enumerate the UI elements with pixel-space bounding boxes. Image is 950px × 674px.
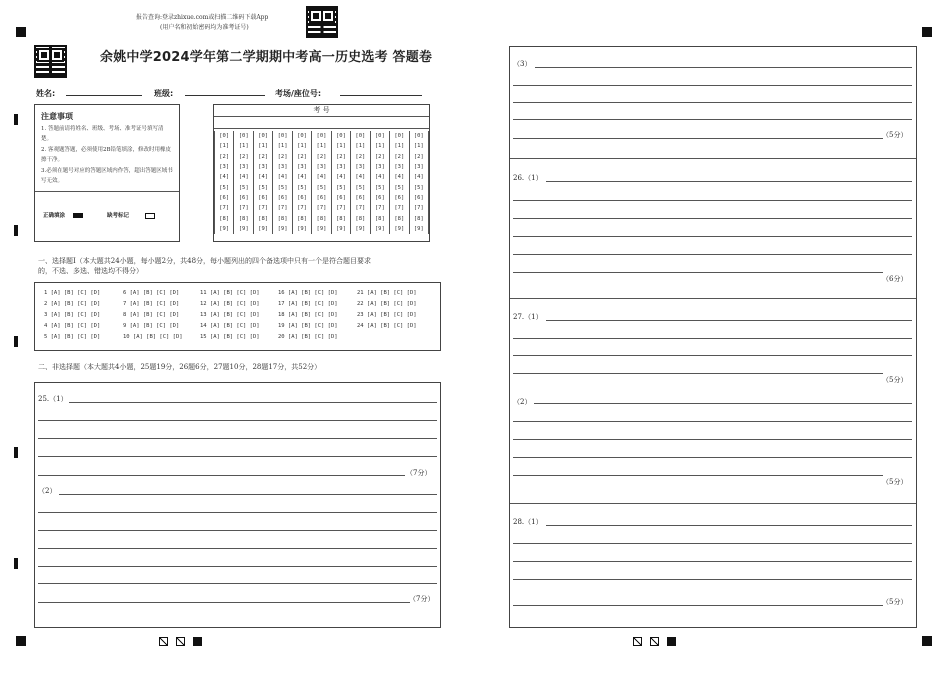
correct-fill-legend bbox=[43, 211, 83, 219]
answer-line[interactable] bbox=[535, 67, 912, 68]
mc-answer-box bbox=[34, 282, 441, 351]
absent-mark-label: 缺考标记 bbox=[107, 213, 130, 219]
exam-id-bubble[interactable]: [2] bbox=[351, 152, 370, 162]
exam-id-bubble[interactable]: [5] bbox=[390, 182, 409, 192]
exam-id-bubble[interactable]: [0] bbox=[312, 131, 331, 141]
mc-question-5[interactable]: 5 [A] [B] [C] [D] bbox=[44, 334, 101, 340]
mc-question-3[interactable]: 3 [A] [B] [C] [D] bbox=[44, 312, 101, 318]
answer-line[interactable] bbox=[38, 438, 437, 439]
exam-id-bubble[interactable]: [6] bbox=[253, 193, 272, 203]
exam-id-divider bbox=[214, 116, 429, 117]
exam-id-bubble[interactable]: [8] bbox=[370, 213, 389, 223]
exam-id-bubble[interactable]: [2] bbox=[292, 152, 311, 162]
exam-id-header: 考 号 bbox=[313, 106, 330, 114]
absent-checkbox[interactable] bbox=[145, 213, 155, 219]
q25-1-label: 25.（1） bbox=[38, 395, 68, 403]
mc-question-11[interactable]: 11 [A] [B] [C] [D] bbox=[200, 290, 260, 296]
answer-line[interactable] bbox=[546, 525, 912, 526]
exam-id-bubble[interactable]: [2] bbox=[253, 152, 272, 162]
exam-id-bubble[interactable]: [8] bbox=[253, 213, 272, 223]
answer-line[interactable] bbox=[513, 373, 883, 374]
q27-2-score: （5分） bbox=[882, 478, 908, 486]
mc-question-9[interactable]: 9 [A] [B] [C] [D] bbox=[123, 323, 180, 329]
answer-line[interactable] bbox=[513, 605, 883, 606]
q26-label: 26.（1） bbox=[513, 174, 543, 182]
side-marker bbox=[14, 447, 18, 458]
exam-id-bubble[interactable]: [5] bbox=[215, 182, 234, 192]
q28-label: 28.（1） bbox=[513, 518, 543, 526]
exam-id-bubble[interactable]: [6] bbox=[234, 193, 253, 203]
exam-id-bubble[interactable]: [3] bbox=[351, 162, 370, 172]
answer-line[interactable] bbox=[513, 138, 883, 139]
q25-2-label: （2） bbox=[38, 487, 57, 495]
exam-id-bubble[interactable]: [9] bbox=[292, 224, 311, 234]
exam-id-bubble[interactable]: [7] bbox=[390, 203, 409, 213]
answer-line[interactable] bbox=[513, 355, 912, 356]
exam-id-bubble[interactable]: [0] bbox=[292, 131, 311, 141]
corner-marker-br bbox=[922, 636, 932, 646]
answer-line[interactable] bbox=[59, 494, 437, 495]
mc-question-17[interactable]: 17 [A] [B] [C] [D] bbox=[278, 301, 338, 307]
q27-1-score: （5分） bbox=[882, 376, 908, 384]
answer-line[interactable] bbox=[513, 85, 912, 86]
exam-id-bubble[interactable]: [8] bbox=[292, 213, 311, 223]
exam-id-bubble[interactable]: [1] bbox=[409, 141, 428, 151]
exam-id-bubble[interactable]: [1] bbox=[351, 141, 370, 151]
exam-id-bubble[interactable]: [4] bbox=[370, 172, 389, 182]
right-answer-panel bbox=[509, 46, 917, 628]
section-divider bbox=[510, 298, 916, 299]
exam-id-bubble[interactable]: [5] bbox=[409, 182, 428, 192]
exam-id-bubble[interactable]: [9] bbox=[331, 224, 350, 234]
section2-title: 二、非选择题（本大题共4小题，25题19分，26题6分，27题10分，28题17分，共52分） bbox=[38, 363, 322, 371]
exam-id-bubble[interactable]: [2] bbox=[273, 152, 292, 162]
exam-id-bubble[interactable]: [4] bbox=[312, 172, 331, 182]
exam-id-bubble[interactable]: [1] bbox=[390, 141, 409, 151]
exam-id-bubble[interactable]: [0] bbox=[409, 131, 428, 141]
exam-id-bubble[interactable]: [9] bbox=[351, 224, 370, 234]
q28-score: （5分） bbox=[882, 598, 908, 606]
exam-id-bubble[interactable]: [7] bbox=[409, 203, 428, 213]
exam-id-bubble[interactable]: [8] bbox=[409, 213, 428, 223]
exam-id-bubble[interactable]: [0] bbox=[390, 131, 409, 141]
exam-id-bubble[interactable]: [5] bbox=[234, 182, 253, 192]
answer-line[interactable] bbox=[38, 456, 437, 457]
answer-line[interactable] bbox=[38, 566, 437, 567]
exam-id-bubble[interactable]: [6] bbox=[370, 193, 389, 203]
answer-line[interactable] bbox=[513, 254, 912, 255]
report-line-2: (用户名和初始密码均为准考证号) bbox=[160, 24, 249, 31]
exam-id-bubble[interactable]: [3] bbox=[234, 162, 253, 172]
exam-id-bubble[interactable]: [3] bbox=[215, 162, 234, 172]
exam-id-bubble[interactable]: [9] bbox=[409, 224, 428, 234]
name-label: 姓名: bbox=[36, 89, 56, 98]
exam-id-bubble[interactable]: [2] bbox=[312, 152, 331, 162]
exam-id-bubble[interactable]: [5] bbox=[370, 182, 389, 192]
exam-id-bubble[interactable]: [9] bbox=[370, 224, 389, 234]
mc-question-7[interactable]: 7 [A] [B] [C] [D] bbox=[123, 301, 180, 307]
exam-id-bubble[interactable]: [2] bbox=[409, 152, 428, 162]
report-line-1: 报告查询:登录zhixue.com或扫描二维码下载App bbox=[136, 14, 269, 21]
exam-id-bubble[interactable]: [2] bbox=[331, 152, 350, 162]
page-mark-icon bbox=[193, 637, 202, 646]
exam-id-bubble[interactable]: [1] bbox=[370, 141, 389, 151]
exam-id-bubble[interactable]: [4] bbox=[390, 172, 409, 182]
exam-id-bubble[interactable]: [7] bbox=[215, 203, 234, 213]
exam-id-grid[interactable] bbox=[213, 104, 430, 242]
q25-score-b: （7分） bbox=[409, 595, 435, 603]
class-field[interactable] bbox=[185, 95, 265, 96]
answer-line[interactable] bbox=[513, 475, 883, 476]
mc-question-12[interactable]: 12 [A] [B] [C] [D] bbox=[200, 301, 260, 307]
mc-question-22[interactable]: 22 [A] [B] [C] [D] bbox=[357, 301, 417, 307]
side-marker bbox=[14, 114, 18, 125]
exam-id-bubble[interactable]: [4] bbox=[253, 172, 272, 182]
exam-id-bubble[interactable]: [5] bbox=[273, 182, 292, 192]
answer-line[interactable] bbox=[513, 421, 912, 422]
page-mark-icon bbox=[650, 637, 659, 646]
exam-id-divider bbox=[214, 128, 429, 129]
exam-id-bubble[interactable]: [6] bbox=[390, 193, 409, 203]
exam-id-bubble[interactable]: [2] bbox=[370, 152, 389, 162]
notice-heading: 注意事项 bbox=[41, 112, 73, 121]
exam-id-bubble[interactable]: [7] bbox=[351, 203, 370, 213]
exam-id-bubble[interactable]: [7] bbox=[234, 203, 253, 213]
page-mark-icon bbox=[633, 637, 642, 646]
exam-id-bubble[interactable]: [6] bbox=[292, 193, 311, 203]
answer-line[interactable] bbox=[513, 579, 912, 580]
exam-id-bubble[interactable]: [4] bbox=[234, 172, 253, 182]
exam-id-bubble[interactable]: [4] bbox=[331, 172, 350, 182]
exam-id-bubble[interactable]: [3] bbox=[409, 162, 428, 172]
exam-id-bubble[interactable]: [3] bbox=[370, 162, 389, 172]
corner-marker-bl bbox=[16, 636, 26, 646]
exam-id-bubble[interactable]: [0] bbox=[370, 131, 389, 141]
notice-divider bbox=[35, 191, 179, 192]
exam-id-bubble[interactable]: [8] bbox=[215, 213, 234, 223]
exam-id-bubble[interactable]: [6] bbox=[331, 193, 350, 203]
exam-id-bubble[interactable]: [0] bbox=[253, 131, 272, 141]
mc-question-4[interactable]: 4 [A] [B] [C] [D] bbox=[44, 323, 101, 329]
mc-question-10[interactable]: 10 [A] [B] [C] [D] bbox=[123, 334, 183, 340]
section-divider bbox=[510, 158, 916, 159]
exam-id-bubble[interactable]: [6] bbox=[312, 193, 331, 203]
exam-id-bubble[interactable]: [6] bbox=[215, 193, 234, 203]
answer-line[interactable] bbox=[38, 420, 437, 421]
mc-question-21[interactable]: 21 [A] [B] [C] [D] bbox=[357, 290, 417, 296]
q25-3-score: （5分） bbox=[882, 131, 908, 139]
answer-line[interactable] bbox=[38, 530, 437, 531]
exam-id-bubble[interactable]: [0] bbox=[234, 131, 253, 141]
mc-question-20[interactable]: 20 [A] [B] [C] [D] bbox=[278, 334, 338, 340]
exam-id-bubble[interactable]: [3] bbox=[253, 162, 272, 172]
answer-line[interactable] bbox=[513, 119, 912, 120]
mc-question-24[interactable]: 24 [A] [B] [C] [D] bbox=[357, 323, 417, 329]
correct-fill-label: 正确填涂 bbox=[43, 213, 66, 219]
answer-line[interactable] bbox=[513, 561, 912, 562]
seat-label: 考场/座位号: bbox=[275, 89, 322, 98]
exam-id-bubble[interactable]: [1] bbox=[292, 141, 311, 151]
filled-bubble-icon bbox=[73, 213, 83, 218]
side-marker bbox=[14, 225, 18, 236]
exam-id-bubble[interactable]: [7] bbox=[292, 203, 311, 213]
q25-score-a: （7分） bbox=[406, 469, 432, 477]
exam-id-bubble[interactable]: [9] bbox=[273, 224, 292, 234]
exam-id-bubble[interactable]: [4] bbox=[292, 172, 311, 182]
answer-line[interactable] bbox=[513, 236, 912, 237]
exam-id-bubble[interactable]: [9] bbox=[215, 224, 234, 234]
exam-id-bubble[interactable]: [6] bbox=[351, 193, 370, 203]
exam-id-bubble[interactable]: [4] bbox=[409, 172, 428, 182]
notice-box bbox=[34, 104, 180, 242]
q25-3-label: （3） bbox=[513, 60, 532, 68]
notice-item-2: 2. 客观题答题，必须使用2B铅笔填涂，修改时用橡皮擦干净。 bbox=[41, 147, 172, 163]
exam-id-bubble[interactable]: [1] bbox=[253, 141, 272, 151]
exam-id-bubble[interactable]: [1] bbox=[215, 141, 234, 151]
exam-id-bubble[interactable]: [6] bbox=[409, 193, 428, 203]
mc-question-16[interactable]: 16 [A] [B] [C] [D] bbox=[278, 290, 338, 296]
mc-question-2[interactable]: 2 [A] [B] [C] [D] bbox=[44, 301, 101, 307]
answer-line[interactable] bbox=[513, 272, 883, 273]
answer-line[interactable] bbox=[38, 475, 405, 476]
answer-line[interactable] bbox=[513, 543, 912, 544]
exam-id-bubble[interactable]: [9] bbox=[390, 224, 409, 234]
answer-line[interactable] bbox=[38, 548, 437, 549]
mc-question-15[interactable]: 15 [A] [B] [C] [D] bbox=[200, 334, 260, 340]
exam-id-bubble[interactable]: [5] bbox=[312, 182, 331, 192]
exam-id-bubble[interactable]: [5] bbox=[351, 182, 370, 192]
exam-id-bubble[interactable]: [9] bbox=[234, 224, 253, 234]
exam-id-bubble[interactable]: [7] bbox=[312, 203, 331, 213]
exam-id-bubble[interactable]: [1] bbox=[273, 141, 292, 151]
q27-2-label: （2） bbox=[513, 398, 532, 406]
q27-1-label: 27.（1） bbox=[513, 313, 543, 321]
exam-id-bubble[interactable]: [7] bbox=[273, 203, 292, 213]
mc-question-23[interactable]: 23 [A] [B] [C] [D] bbox=[357, 312, 417, 318]
mc-question-19[interactable]: 19 [A] [B] [C] [D] bbox=[278, 323, 338, 329]
q25-answer-box bbox=[34, 382, 441, 628]
exam-id-bubble[interactable]: [4] bbox=[215, 172, 234, 182]
exam-id-bubble[interactable]: [8] bbox=[390, 213, 409, 223]
exam-id-bubble[interactable]: [3] bbox=[390, 162, 409, 172]
exam-id-bubble[interactable]: [2] bbox=[390, 152, 409, 162]
exam-id-bubble[interactable]: [2] bbox=[215, 152, 234, 162]
exam-id-bubble[interactable]: [7] bbox=[370, 203, 389, 213]
notice-item-3: 3.必须在题号对应的答题区域内作答，超出答题区域书写无效。 bbox=[41, 168, 173, 184]
answer-line[interactable] bbox=[534, 403, 912, 404]
answer-line[interactable] bbox=[513, 338, 912, 339]
exam-id-bubble[interactable]: [7] bbox=[253, 203, 272, 213]
corner-marker-tl bbox=[16, 27, 26, 37]
exam-id-bubble[interactable]: [4] bbox=[273, 172, 292, 182]
answer-line[interactable] bbox=[546, 320, 912, 321]
mc-question-8[interactable]: 8 [A] [B] [C] [D] bbox=[123, 312, 180, 318]
notice-item-1: 1. 答题前请将姓名、班级、考场、准考证号填写清楚。 bbox=[41, 126, 164, 142]
section1-title-line2: 的，不选、多选、错选均不得分） bbox=[38, 267, 143, 275]
page-mark-icon bbox=[159, 637, 168, 646]
exam-id-bubble[interactable]: [2] bbox=[234, 152, 253, 162]
answer-line[interactable] bbox=[38, 512, 437, 513]
absent-legend bbox=[107, 211, 155, 219]
section-divider bbox=[510, 503, 916, 504]
answer-line[interactable] bbox=[546, 181, 912, 182]
mc-question-1[interactable]: 1 [A] [B] [C] [D] bbox=[44, 290, 101, 296]
answer-line[interactable] bbox=[38, 583, 437, 584]
exam-id-bubble[interactable]: [0] bbox=[351, 131, 370, 141]
answer-line[interactable] bbox=[513, 439, 912, 440]
exam-id-bubble[interactable]: [8] bbox=[312, 213, 331, 223]
name-field[interactable] bbox=[66, 95, 142, 96]
class-label: 班级: bbox=[154, 89, 174, 98]
exam-id-bubble[interactable]: [9] bbox=[312, 224, 331, 234]
exam-id-bubbles[interactable] bbox=[214, 131, 429, 234]
mc-question-14[interactable]: 14 [A] [B] [C] [D] bbox=[200, 323, 260, 329]
exam-id-bubble[interactable]: [5] bbox=[292, 182, 311, 192]
mc-question-6[interactable]: 6 [A] [B] [C] [D] bbox=[123, 290, 180, 296]
exam-id-bubble[interactable]: [1] bbox=[331, 141, 350, 151]
exam-id-bubble[interactable]: [0] bbox=[273, 131, 292, 141]
mc-question-13[interactable]: 13 [A] [B] [C] [D] bbox=[200, 312, 260, 318]
side-marker bbox=[14, 336, 18, 347]
exam-id-bubble[interactable]: [4] bbox=[351, 172, 370, 182]
exam-id-bubble[interactable]: [8] bbox=[351, 213, 370, 223]
answer-line[interactable] bbox=[38, 602, 410, 603]
side-marker bbox=[14, 558, 18, 569]
exam-id-bubble[interactable]: [7] bbox=[331, 203, 350, 213]
answer-line[interactable] bbox=[513, 457, 912, 458]
corner-marker-tr bbox=[922, 27, 932, 37]
exam-id-bubble[interactable]: [8] bbox=[273, 213, 292, 223]
exam-id-bubble[interactable]: [8] bbox=[234, 213, 253, 223]
exam-id-bubble[interactable]: [6] bbox=[273, 193, 292, 203]
answer-line[interactable] bbox=[69, 402, 437, 403]
exam-id-bubble[interactable]: [3] bbox=[292, 162, 311, 172]
answer-line[interactable] bbox=[513, 218, 912, 219]
qr-code-icon[interactable] bbox=[306, 6, 338, 38]
answer-line[interactable] bbox=[513, 200, 912, 201]
q26-score: （6分） bbox=[882, 275, 908, 283]
exam-id-bubble[interactable]: [5] bbox=[331, 182, 350, 192]
mc-question-18[interactable]: 18 [A] [B] [C] [D] bbox=[278, 312, 338, 318]
seat-field[interactable] bbox=[340, 95, 422, 96]
exam-id-bubble[interactable]: [3] bbox=[273, 162, 292, 172]
student-qr-code-icon bbox=[34, 45, 67, 78]
exam-id-bubble[interactable]: [5] bbox=[253, 182, 272, 192]
exam-id-bubble[interactable]: [3] bbox=[331, 162, 350, 172]
page-title: 余姚中学2024学年第二学期期中考高一历史选考 答题卷 bbox=[100, 50, 433, 65]
exam-id-bubble[interactable]: [1] bbox=[234, 141, 253, 151]
exam-id-bubble[interactable]: [9] bbox=[253, 224, 272, 234]
page-mark-icon bbox=[667, 637, 676, 646]
answer-line[interactable] bbox=[513, 102, 912, 103]
exam-id-bubble[interactable]: [8] bbox=[331, 213, 350, 223]
exam-id-bubble[interactable]: [3] bbox=[312, 162, 331, 172]
exam-id-bubble[interactable]: [0] bbox=[331, 131, 350, 141]
section1-title-line1: 一、选择题I（本大题共24小题，每小题2分，共48分，每小题列出的四个备选项中只有一个是符合题目要求 bbox=[38, 257, 372, 265]
exam-id-bubble[interactable]: [1] bbox=[312, 141, 331, 151]
page-mark-icon bbox=[176, 637, 185, 646]
exam-id-bubble[interactable]: [0] bbox=[215, 131, 234, 141]
